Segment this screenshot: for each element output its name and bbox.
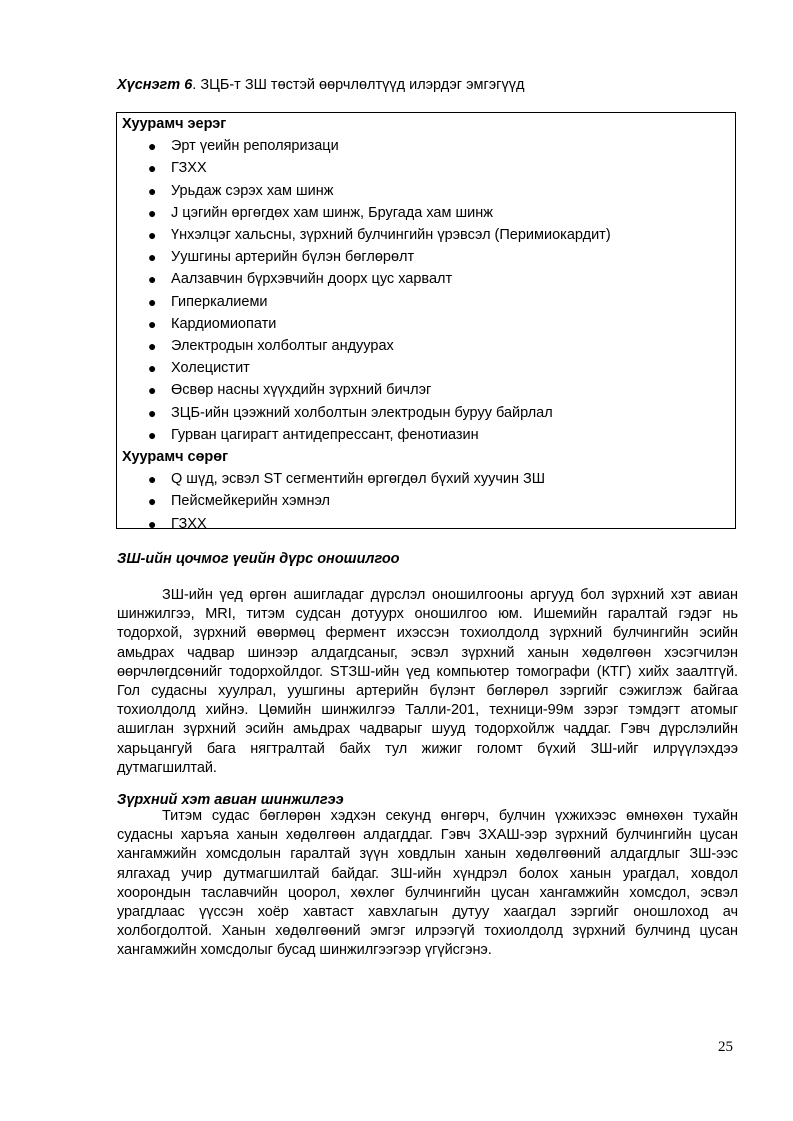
list-item <box>117 135 735 157</box>
list-item-text: ЗЦБ-ийн цээжний холболтын электродын буруу байрлал <box>171 404 553 421</box>
list-item <box>117 335 735 357</box>
list-item-text: Өсвөр насны хүүхдийн зүрхний бичлэг <box>171 382 432 399</box>
table-caption-number: Хүснэгт 6 <box>117 77 193 93</box>
bullet-icon: ● <box>148 182 157 199</box>
list-item <box>117 513 735 535</box>
list-item <box>117 291 735 313</box>
list-item <box>117 468 735 490</box>
list-item <box>117 268 735 290</box>
bullet-icon: ● <box>148 227 157 244</box>
list-item-text: Электродын холболтыг андуурах <box>171 338 394 355</box>
bullet-icon: ● <box>148 471 157 488</box>
bullet-icon: ● <box>148 138 157 155</box>
bullet-icon: ● <box>148 360 157 377</box>
table-caption-text: . ЗЦБ-т ЗШ төстэй өөрчлөлтүүд илэрдэг эмгэгүүд <box>192 77 525 93</box>
false-positive-list <box>117 135 735 446</box>
table-caption <box>117 76 757 94</box>
list-item-text: ГЗХХ <box>171 160 207 177</box>
list-item-text: ГЗХХ <box>171 515 207 532</box>
bullet-icon: ● <box>148 382 157 399</box>
bullet-icon: ● <box>148 204 157 221</box>
conditions-table <box>116 112 736 532</box>
list-item <box>117 490 735 512</box>
list-item-text: Холецистит <box>171 360 250 377</box>
bullet-icon: ● <box>148 338 157 355</box>
list-item <box>117 313 735 335</box>
section-paragraph-echo: Титэм судас бөглөрөн хэдхэн секунд өнгөрч, булчин үхжихээс өмнөхөн тухайн судасны харъяа ханын хөдөлгөөн алдагддаг. Гэвч ЗХАШ-ээр зүрхний булчингийн цусан хангамжийн хомсдолын гаралтай зүүн ховдлын ханын хөдөлгөөний алдагдлыг ЗШ-ээс ялгахад учир дутмагшилтай байдаг. ЗШ-ийн хүндрэл болох ханын урагдал, ховдол хоорондын таславчийн цоорол, хөхлөг булчингийн цусан хангамжийн хомсдол, эсвэл урагдлаас үүссэн хоёр хавтаст хавхлагын дутуу хаагдал зэргийг оношлоход ач холбогдолтой. Ханын хөдөлгөөний эмгэг илрээгүй тохиолдолд зүрхний булчинд цусан хангамжийн хомсдолыг бусад шинжилгээгээр үгүйсгэнэ. <box>117 808 738 959</box>
bullet-icon: ● <box>148 493 157 510</box>
list-item <box>117 402 735 424</box>
false-negative-list <box>117 468 735 535</box>
page-number: 25 <box>718 1039 733 1055</box>
list-item-text: Q шүд, эсвэл ST сегментийн өргөгдөл бүхий хуучин ЗШ <box>171 471 546 488</box>
list-item-text: Гиперкалиеми <box>171 293 268 310</box>
list-item <box>117 180 735 202</box>
list-item-text: Эрт үеийн реполяризаци <box>171 138 339 155</box>
bullet-icon: ● <box>148 404 157 421</box>
list-item <box>117 357 735 379</box>
bullet-icon: ● <box>148 426 157 443</box>
section-heading-imaging: ЗШ-ийн цочмог үеийн дүрс оношилгоо <box>117 551 400 567</box>
list-item-text: Уушгины артерийн бүлэн бөглөрөлт <box>171 249 415 266</box>
list-item-text: J цэгийн өргөгдөх хам шинж, Бругада хам шинж <box>171 204 493 221</box>
list-item <box>117 224 735 246</box>
list-item-text: Пейсмейкерийн хэмнэл <box>171 493 331 510</box>
list-item <box>117 202 735 224</box>
false-positive-title: Хуурамч эерэг <box>122 116 227 132</box>
bullet-icon: ● <box>148 315 157 332</box>
list-item-text: Үнхэлцэг хальсны, зүрхний булчингийн үрэвсэл (Перимиокардит) <box>171 227 611 244</box>
list-item <box>117 157 735 179</box>
bullet-icon: ● <box>148 249 157 266</box>
list-item <box>117 379 735 401</box>
list-item <box>117 246 735 268</box>
bullet-icon: ● <box>148 515 157 532</box>
false-negative-title: Хуурамч сөрөг <box>122 449 229 466</box>
section-paragraph-imaging: ЗШ-ийн үед өргөн ашигладаг дүрслэл оношилгооны аргууд бол зүрхний хэт авиан шинжилгээ, MRI, титэм судсан дотуурх оношилгоо юм. Ишемийн гаралтай гэдэг нь тодорхой, зүрхний өвөрмөц фермент ихэссэн тохиолдолд зүрхний булчингийн эсийн амьдрах чадвар шинээр алдагдсаныг, эсвэл зүрхний ханын хөдөлгөөн хэсэгчилэн өөрчлөгдсөнийг тодорхойлдог. STЗШ-ийн үед компьютер томографи (КТГ) хийх заалтгүй. Гол судасны хуулрал, уушгины артерийн бүлэнт бөглөрөл зэргийг сэжиглэж байгаа тохиолдолд хийнэ. Цөмийн шинжилгээ Талли-201, техници-99м зэрэг тэмдэгт атомыг ашиглан зүрхний эсийн амьдрах чадварыг шууд тодорхойлж чаддаг. Гэвч дүрслэлийн харьцангуй бага нягтралтай байх тул жижиг голомт бүхий ЗШ-ийг илрүүлэхдээ дутмагшилтай. <box>117 587 738 776</box>
list-item <box>117 424 735 446</box>
bullet-icon: ● <box>148 160 157 177</box>
list-item-text: Кардиомиопати <box>171 315 277 332</box>
bullet-icon: ● <box>148 271 157 288</box>
list-item-text: Урьдаж сэрэх хам шинж <box>171 182 334 199</box>
section-heading-echo: Зүрхний хэт авиан шинжилгээ <box>117 792 344 808</box>
list-item-text: Гурван цагирагт антидепрессант, фенотиазин <box>171 426 479 443</box>
bullet-icon: ● <box>148 293 157 310</box>
list-item-text: Аалзавчин бүрхэвчийн доорх цус харвалт <box>171 271 453 288</box>
